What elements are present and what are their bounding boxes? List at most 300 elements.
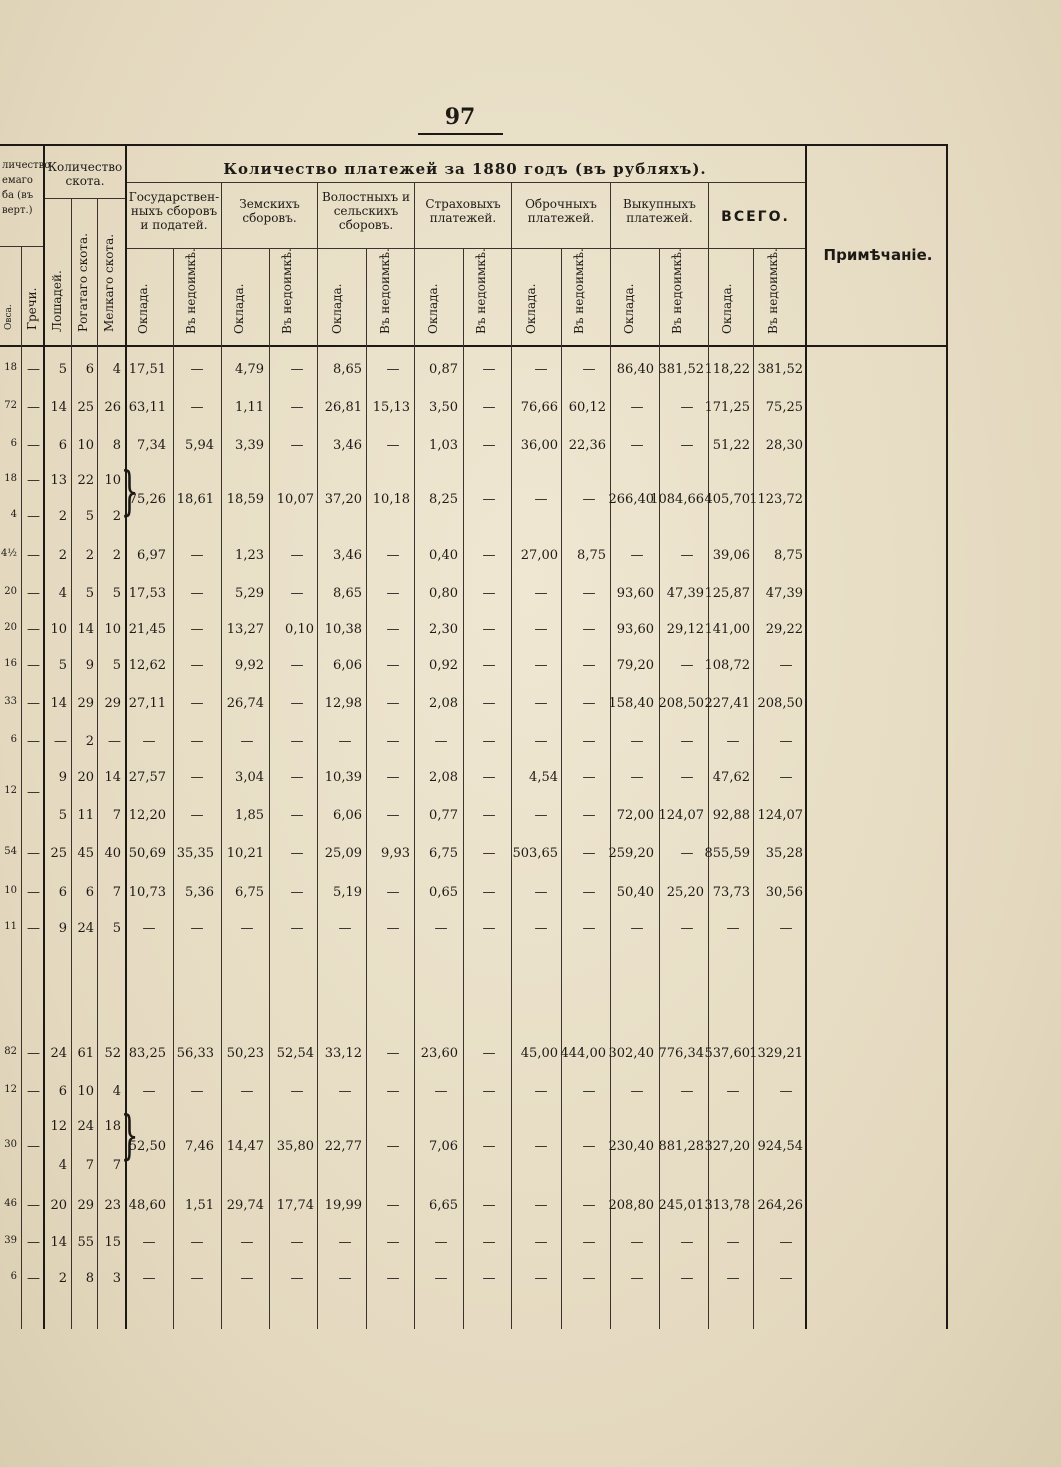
table-cell: 9,93: [381, 846, 410, 861]
table-cell: —: [482, 400, 496, 415]
table-cell: 855,59: [704, 846, 750, 861]
table-cell: —: [482, 492, 496, 507]
table-cell: 47,62: [712, 770, 750, 785]
table-cell: —: [779, 734, 793, 749]
page-number: 97: [444, 104, 476, 130]
table-cell: 92,88: [712, 808, 750, 823]
groups-rule: [125, 248, 805, 249]
table-cell: —: [290, 362, 304, 377]
group-header: Государствен- ныхъ сборовъ и податей.: [128, 190, 220, 232]
table-cell: 10,73: [128, 885, 166, 900]
table-cell: 17,74: [276, 1198, 314, 1213]
table-cell: 17,53: [128, 586, 166, 601]
table-cell: —: [779, 1084, 793, 1099]
table-cell: 26,81: [324, 400, 362, 415]
table-cell: 24: [77, 921, 94, 936]
table-cell: —: [680, 734, 694, 749]
table-cell: 12,98: [324, 696, 362, 711]
vline: [511, 182, 512, 1329]
table-cell: —: [190, 921, 204, 936]
table-cell: —: [726, 1235, 740, 1250]
table-cell: —: [630, 1084, 644, 1099]
vline: [659, 248, 660, 1329]
table-cell: 48,60: [128, 1198, 166, 1213]
table-cell: 208,80: [608, 1198, 654, 1213]
table-cell: —: [482, 658, 496, 673]
table-cell: —: [680, 658, 694, 673]
table-cell: —: [582, 492, 596, 507]
table-cell: —: [27, 921, 40, 936]
table-cell: —: [482, 1198, 496, 1213]
table-cell: —: [290, 846, 304, 861]
table-cell: 7: [112, 808, 121, 823]
sub-header-oklad: Оклада.: [622, 283, 636, 334]
table-cell: —: [582, 1084, 596, 1099]
table-cell: 6: [10, 734, 17, 745]
vline: [708, 182, 709, 1329]
table-cell: 5: [58, 362, 67, 377]
table-cell: 75,26: [128, 492, 166, 507]
table-cell: 55: [77, 1235, 94, 1250]
table-cell: 13,27: [226, 622, 264, 637]
table-cell: —: [27, 400, 40, 415]
table-cell: 0,87: [429, 362, 458, 377]
sub-header-nedoimka: Въ недоимкѣ.: [572, 248, 586, 334]
sub-header-nedoimka: Въ недоимкѣ.: [670, 248, 684, 334]
table-cell: —: [27, 1046, 40, 1061]
table-cell: 4: [58, 1158, 67, 1173]
table-cell: 2,30: [429, 622, 458, 637]
table-cell: 12,20: [128, 808, 166, 823]
table-cell: —: [482, 808, 496, 823]
table-cell: —: [27, 509, 40, 524]
table-cell: 3,39: [235, 438, 264, 453]
sub-header-oklad: Оклада.: [524, 283, 538, 334]
table-cell: 23,60: [420, 1046, 458, 1061]
table-cell: 22,36: [568, 438, 606, 453]
table-cell: 158,40: [608, 696, 654, 711]
table-cell: —: [338, 921, 352, 936]
table-cell: 0,77: [429, 808, 458, 823]
table-cell: —: [142, 1271, 156, 1286]
table-cell: —: [582, 586, 596, 601]
table-cell: —: [726, 921, 740, 936]
table-cell: 881,28: [658, 1139, 704, 1154]
table-cell: 5,19: [333, 885, 362, 900]
table-cell: 52,50: [128, 1139, 166, 1154]
table-cell: 19,99: [324, 1198, 362, 1213]
table-cell: 72: [4, 400, 17, 411]
sub-header-oklad: Оклада.: [136, 283, 150, 334]
table-cell: —: [534, 1235, 548, 1250]
table-cell: 60,12: [568, 400, 606, 415]
table-cell: 125,87: [704, 586, 750, 601]
table-cell: 327,20: [704, 1139, 750, 1154]
table-cell: —: [582, 622, 596, 637]
table-cell: 33: [4, 696, 17, 707]
table-cell: 15,13: [372, 400, 410, 415]
table-cell: 93,60: [616, 586, 654, 601]
table-cell: —: [190, 362, 204, 377]
sub-header-nedoimka: Въ недоимкѣ.: [184, 248, 198, 334]
table-cell: 25,09: [324, 846, 362, 861]
table-cell: 3,50: [429, 400, 458, 415]
table-cell: —: [386, 1198, 400, 1213]
table-cell: 18,61: [176, 492, 214, 507]
table-cell: 10: [104, 473, 121, 488]
table-cell: —: [482, 548, 496, 563]
table-cell: 4,54: [529, 770, 558, 785]
table-cell: —: [27, 438, 40, 453]
table-cell: —: [290, 808, 304, 823]
table-cell: 27,00: [520, 548, 558, 563]
table-cell: —: [27, 473, 40, 488]
livestock-group-header: Количество скота.: [47, 160, 123, 188]
table-cell: 4: [112, 362, 121, 377]
table-cell: —: [386, 921, 400, 936]
table-cell: 35,80: [276, 1139, 314, 1154]
table-cell: —: [434, 1084, 448, 1099]
table-cell: —: [108, 734, 121, 749]
table-cell: —: [27, 362, 40, 377]
table-cell: —: [240, 921, 254, 936]
table-cell: 8,65: [333, 362, 362, 377]
table-cell: —: [54, 734, 67, 749]
table-cell: —: [27, 1271, 40, 1286]
table-cell: 6,65: [429, 1198, 458, 1213]
table-cell: 17,51: [128, 362, 166, 377]
table-cell: —: [27, 785, 40, 800]
table-cell: 86,40: [616, 362, 654, 377]
livestock-col-header: Рогатаго скота.: [76, 233, 90, 332]
table-cell: 208,50: [658, 696, 704, 711]
table-cell: 3,04: [235, 770, 264, 785]
table-cell: —: [434, 921, 448, 936]
table-cell: 8: [85, 1271, 94, 1286]
table-cell: —: [27, 696, 40, 711]
table-cell: 6,06: [333, 808, 362, 823]
table-cell: 924,54: [757, 1139, 803, 1154]
table-cell: 73,73: [712, 885, 750, 900]
table-cell: 9: [85, 658, 94, 673]
table-cell: 29: [104, 696, 121, 711]
table-cell: 93,60: [616, 622, 654, 637]
table-cell: 52: [104, 1046, 121, 1061]
table-cell: —: [290, 770, 304, 785]
table-cell: 124,07: [757, 808, 803, 823]
table-cell: 5: [112, 921, 121, 936]
table-cell: 54: [4, 846, 17, 857]
table-cell: 5,36: [185, 885, 214, 900]
table-cell: —: [386, 696, 400, 711]
table-cell: 6: [85, 362, 94, 377]
cut-sub-label: Гречи.: [25, 287, 39, 330]
table-cell: —: [534, 362, 548, 377]
table-cell: —: [726, 1271, 740, 1286]
table-cell: 10,39: [324, 770, 362, 785]
table-cell: 22,77: [324, 1139, 362, 1154]
brace: }: [120, 1106, 139, 1166]
table-cell: 2: [58, 1271, 67, 1286]
table-cell: —: [582, 658, 596, 673]
table-cell: 259,20: [608, 846, 654, 861]
sub-header-nedoimka: Въ недоимкѣ.: [378, 248, 392, 334]
table-cell: 10,38: [324, 622, 362, 637]
table-cell: 25,20: [666, 885, 704, 900]
table-cell: —: [482, 362, 496, 377]
table-cell: —: [482, 1139, 496, 1154]
table-cell: 36,00: [520, 438, 558, 453]
table-cell: 11: [4, 921, 17, 932]
table-cell: —: [482, 734, 496, 749]
table-cell: 47,39: [666, 586, 704, 601]
table-cell: —: [290, 696, 304, 711]
table-cell: 503,65: [512, 846, 558, 861]
table-cell: 22: [77, 473, 94, 488]
table-cell: 1,11: [235, 400, 264, 415]
table-cell: 20: [77, 770, 94, 785]
table-cell: 27,57: [128, 770, 166, 785]
table-cell: —: [779, 921, 793, 936]
vline: [414, 182, 415, 1329]
table-cell: 12: [4, 1084, 17, 1095]
table-cell: 7,46: [185, 1139, 214, 1154]
table-cell: —: [482, 885, 496, 900]
table-cell: —: [482, 586, 496, 601]
table-cell: 6,06: [333, 658, 362, 673]
table-cell: —: [779, 1271, 793, 1286]
table-cell: —: [27, 734, 40, 749]
table-cell: 1084,66: [650, 492, 704, 507]
livestock-col-header: Мелкаго скота.: [102, 233, 116, 332]
table-cell: —: [680, 770, 694, 785]
table-cell: —: [534, 1139, 548, 1154]
table-cell: —: [27, 1235, 40, 1250]
table-cell: 208,50: [757, 696, 803, 711]
table-cell: 72,00: [616, 808, 654, 823]
table-cell: 3: [112, 1271, 121, 1286]
table-cell: —: [582, 885, 596, 900]
table-cell: 2: [85, 548, 94, 563]
table-cell: 20: [50, 1198, 67, 1213]
table-cell: —: [142, 734, 156, 749]
vline: [97, 198, 98, 1329]
table-cell: —: [779, 1235, 793, 1250]
table-cell: —: [190, 1235, 204, 1250]
table-cell: 4,79: [235, 362, 264, 377]
brace: }: [120, 462, 139, 522]
table-cell: 40: [104, 846, 121, 861]
table-cell: —: [190, 734, 204, 749]
table-cell: 5: [58, 658, 67, 673]
table-cell: 29: [77, 1198, 94, 1213]
table-cell: 5: [58, 808, 67, 823]
group-header: Земскихъ сборовъ.: [239, 197, 300, 225]
table-cell: 8,65: [333, 586, 362, 601]
table-cell: 6,97: [137, 548, 166, 563]
table-cell: 2: [112, 509, 121, 524]
table-cell: —: [142, 1235, 156, 1250]
table-cell: 2: [112, 548, 121, 563]
table-cell: —: [386, 808, 400, 823]
table-cell: —: [290, 1235, 304, 1250]
table-cell: 0,40: [429, 548, 458, 563]
table-cell: 12,62: [128, 658, 166, 673]
sub-header-nedoimka: Въ недоимкѣ.: [766, 248, 780, 334]
table-cell: —: [290, 548, 304, 563]
table-cell: —: [290, 438, 304, 453]
table-cell: —: [27, 1084, 40, 1099]
table-cell: 12: [50, 1119, 67, 1134]
table-cell: 75,25: [765, 400, 803, 415]
table-cell: 23: [104, 1198, 121, 1213]
table-cell: —: [190, 1271, 204, 1286]
table-cell: —: [190, 548, 204, 563]
table-cell: —: [630, 1271, 644, 1286]
table-cell: —: [482, 1046, 496, 1061]
table-cell: 18: [4, 473, 17, 484]
table-cell: 313,78: [704, 1198, 750, 1213]
table-cell: —: [190, 400, 204, 415]
table-cell: —: [386, 658, 400, 673]
table-cell: 6: [10, 438, 17, 449]
table-cell: 63,11: [128, 400, 166, 415]
sub-header-oklad: Оклада.: [330, 283, 344, 334]
table-cell: —: [240, 1084, 254, 1099]
table-cell: —: [434, 1235, 448, 1250]
table-cell: 37,20: [324, 492, 362, 507]
table-cell: —: [582, 1271, 596, 1286]
table-cell: —: [338, 1235, 352, 1250]
table-cell: —: [680, 1235, 694, 1250]
table-cell: —: [386, 770, 400, 785]
table-cell: 18: [104, 1119, 121, 1134]
table-cell: —: [680, 400, 694, 415]
table-cell: 10: [104, 622, 121, 637]
table-cell: 1123,72: [749, 492, 803, 507]
table-cell: 5: [85, 509, 94, 524]
table-cell: —: [386, 622, 400, 637]
table-cell: 245,01: [658, 1198, 704, 1213]
table-cell: 230,40: [608, 1139, 654, 1154]
table-cell: 14: [50, 1235, 67, 1250]
sub-header-oklad: Оклада.: [720, 283, 734, 334]
table-cell: —: [142, 921, 156, 936]
table-cell: 30,56: [765, 885, 803, 900]
table-cell: 2,08: [429, 770, 458, 785]
vline: [561, 248, 562, 1329]
table-cell: 25: [50, 846, 67, 861]
table-cell: —: [482, 770, 496, 785]
table-cell: —: [386, 1046, 400, 1061]
table-cell: —: [190, 696, 204, 711]
table-cell: 50,40: [616, 885, 654, 900]
table-cell: —: [190, 658, 204, 673]
table-cell: 7: [85, 1158, 94, 1173]
table-cell: 405,70: [704, 492, 750, 507]
table-cell: —: [190, 808, 204, 823]
table-cell: 46: [4, 1198, 17, 1209]
table-cell: 9: [58, 921, 67, 936]
table-cell: —: [534, 586, 548, 601]
table-cell: —: [680, 548, 694, 563]
table-cell: 83,25: [128, 1046, 166, 1061]
vline: [805, 144, 807, 1329]
table-cell: 5: [112, 658, 121, 673]
table-cell: —: [190, 586, 204, 601]
table-cell: —: [630, 400, 644, 415]
table-cell: 10: [4, 885, 17, 896]
table-cell: 10: [77, 438, 94, 453]
table-cell: 8,25: [429, 492, 458, 507]
table-cell: 6: [58, 1084, 67, 1099]
vline: [366, 248, 367, 1329]
cut-header-line-4: верт.): [2, 205, 33, 216]
vline: [269, 248, 270, 1329]
table-cell: —: [386, 1084, 400, 1099]
table-cell: 5: [112, 586, 121, 601]
vline: [43, 144, 45, 1329]
table-cell: 5,94: [185, 438, 214, 453]
table-cell: 29: [77, 696, 94, 711]
table-cell: —: [142, 1084, 156, 1099]
table-cell: 2: [85, 734, 94, 749]
table-cell: —: [534, 696, 548, 711]
table-cell: 20: [4, 586, 17, 597]
vline: [317, 182, 318, 1329]
table-cell: —: [27, 622, 40, 637]
vline: [173, 248, 174, 1329]
table-cell: —: [386, 362, 400, 377]
page-number-rule: [418, 133, 503, 135]
table-cell: —: [290, 586, 304, 601]
table-cell: 47,39: [765, 586, 803, 601]
table-cell: —: [386, 548, 400, 563]
livestock-rule: [43, 198, 125, 199]
table-cell: 56,33: [176, 1046, 214, 1061]
table-cell: 76,66: [520, 400, 558, 415]
table-cell: 12: [4, 785, 17, 796]
table-cell: —: [680, 1084, 694, 1099]
table-cell: 14: [77, 622, 94, 637]
table-cell: —: [386, 1271, 400, 1286]
table-cell: —: [534, 921, 548, 936]
table-cell: 9,92: [235, 658, 264, 673]
sub-header-nedoimka: Въ недоимкѣ.: [280, 248, 294, 334]
table-cell: —: [726, 734, 740, 749]
cut-header-line-1: личество: [2, 160, 51, 171]
table-cell: 4½: [0, 548, 17, 559]
table-cell: —: [482, 438, 496, 453]
table-cell: 10,18: [372, 492, 410, 507]
table-cell: 7: [112, 1158, 121, 1173]
table-cell: 29,12: [666, 622, 704, 637]
sub-header-oklad: Оклада.: [232, 283, 246, 334]
group-header: Страховыхъ платежей.: [425, 197, 501, 225]
table-cell: 0,10: [285, 622, 314, 637]
table-cell: 124,07: [658, 808, 704, 823]
table-cell: 6: [58, 438, 67, 453]
table-cell: 14: [104, 770, 121, 785]
table-cell: —: [582, 1235, 596, 1250]
table-cell: 381,52: [757, 362, 803, 377]
table-cell: —: [534, 1198, 548, 1213]
table-cell: 2: [58, 548, 67, 563]
table-cell: —: [240, 1271, 254, 1286]
table-cell: —: [434, 734, 448, 749]
table-cell: —: [630, 770, 644, 785]
table-cell: 8,75: [774, 548, 803, 563]
